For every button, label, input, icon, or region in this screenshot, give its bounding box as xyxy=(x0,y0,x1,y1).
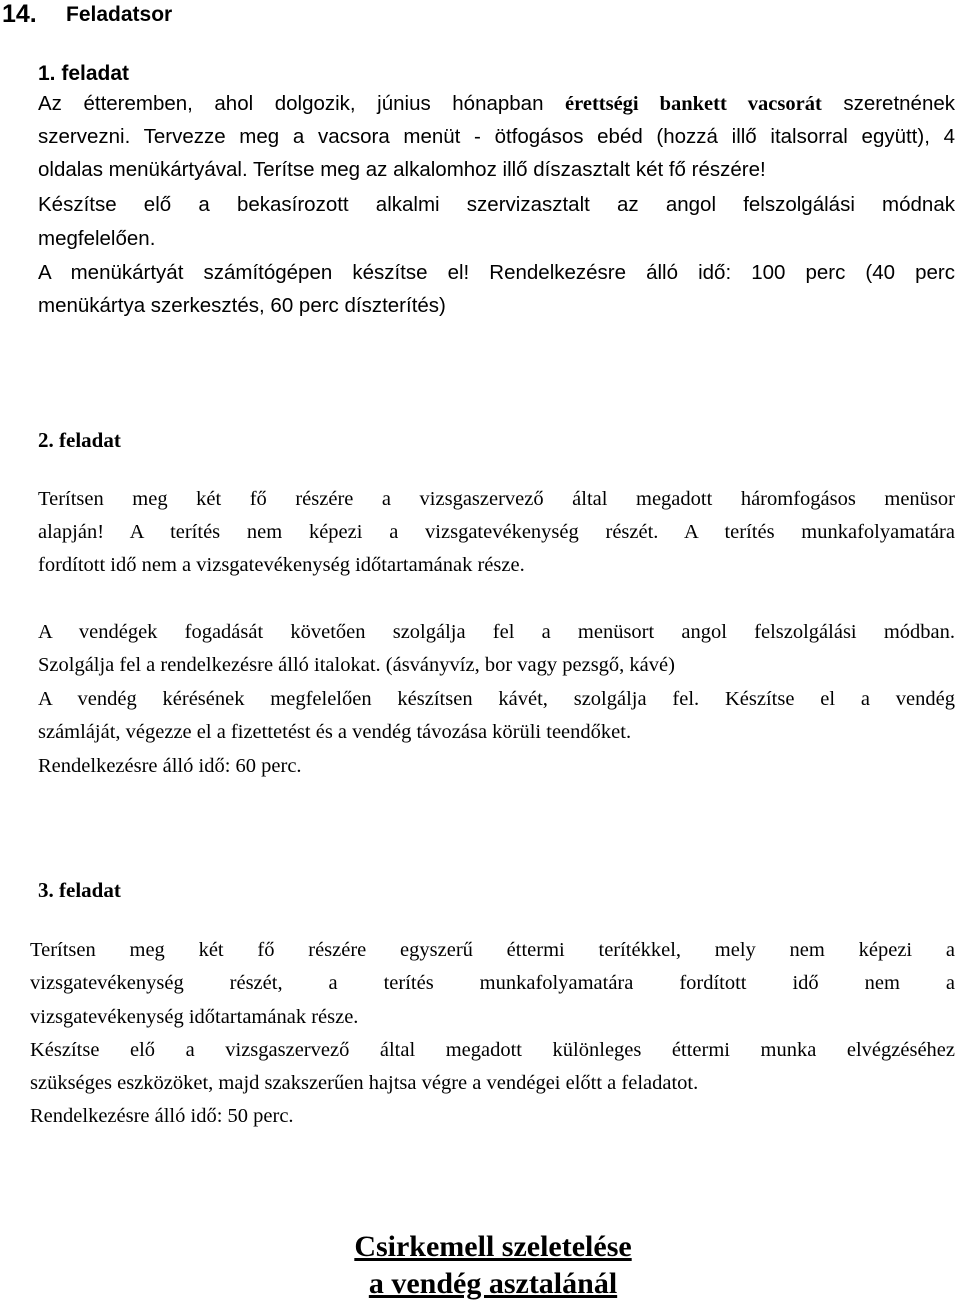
task2-line-2: alapján! A terítés nem képezi a vizsgatevékenység részét. A terítés munkafolyamatára xyxy=(38,521,955,543)
task2-line-1: Terítsen meg két fő részére a vizsgaszervező által megadott háromfogásos menüsor xyxy=(38,488,955,510)
task1-line-4: Készítse elő a bekasírozott alkalmi szervizasztalt az angol felszolgálási módnak xyxy=(38,193,955,216)
task1-line-2: szervezni. Tervezze meg a vacsora menüt - ötfogásos ebéd (hozzá illő italsorral együtt), 4 xyxy=(38,125,955,148)
task1-line-7: menükártya szerkesztés, 60 perc díszterítés) xyxy=(38,294,446,317)
footer-title-line-2: a vendég asztalánál xyxy=(368,1267,618,1300)
task1-line-1-text: Az étteremben, ahol dolgozik, június hónapban xyxy=(38,92,566,115)
task2-line-8: Rendelkezésre álló idő: 60 perc. xyxy=(38,755,302,777)
task3-line-1: Terítsen meg két fő részére egyszerű éttermi terítékkel, mely nem képezi a xyxy=(30,939,955,961)
section-title: Feladatsor xyxy=(66,3,173,26)
task2-line-5: Szolgálja fel a rendelkezésre álló italokat. (ásványvíz, bor vagy pezsgő, kávé) xyxy=(38,654,675,676)
task2-heading: 2. feladat xyxy=(38,428,121,452)
task1-line-5: megfelelően. xyxy=(38,227,156,250)
task3-heading: 3. feladat xyxy=(38,878,121,902)
task2-line-6: A vendég kérésének megfelelően készítsen kávét, szolgálja fel. Készítse el a vendég xyxy=(38,688,955,710)
task3-line-6: Rendelkezésre álló idő: 50 perc. xyxy=(30,1105,294,1127)
task2-line-7: számláját, végezze el a fizettetést és a vendég távozása körüli teendőket. xyxy=(38,721,632,743)
task2-line-4: A vendégek fogadását követően szolgálja fel a menüsort angol felszolgálási módban. xyxy=(38,621,955,643)
task1-line-1-bold: érettségi bankett vacsorát xyxy=(565,93,822,115)
task3-line-2: vizsgatevékenység részét, a terítés munkafolyamatára fordított idő nem a xyxy=(30,972,955,994)
task2-line-3: fordított idő nem a vizsgatevékenység időtartamának része. xyxy=(38,554,525,576)
task1-line-1 xyxy=(38,91,955,117)
task3-line-4: Készítse elő a vizsgaszervező által megadott különleges éttermi munka elvégzéséhez xyxy=(30,1039,955,1061)
section-number: 14. xyxy=(2,0,37,28)
task3-line-3: vizsgatevékenység időtartamának része. xyxy=(30,1006,359,1028)
task1-heading: 1. feladat xyxy=(38,62,130,85)
task1-line-1-end: szeretnének xyxy=(821,92,956,115)
footer-title-line-1: Csirkemell szeletelése xyxy=(354,1230,632,1263)
task1-line-6: A menükártyát számítógépen készítse el! Rendelkezésre álló idő: 100 perc (40 perc xyxy=(38,261,955,284)
task1-line-3: oldalas menükártyával. Terítse meg az alkalomhoz illő díszasztalt két fő részére! xyxy=(38,158,766,181)
task3-line-5: szükséges eszközöket, majd szakszerűen hajtsa végre a vendégei előtt a feladatot. xyxy=(30,1072,699,1094)
